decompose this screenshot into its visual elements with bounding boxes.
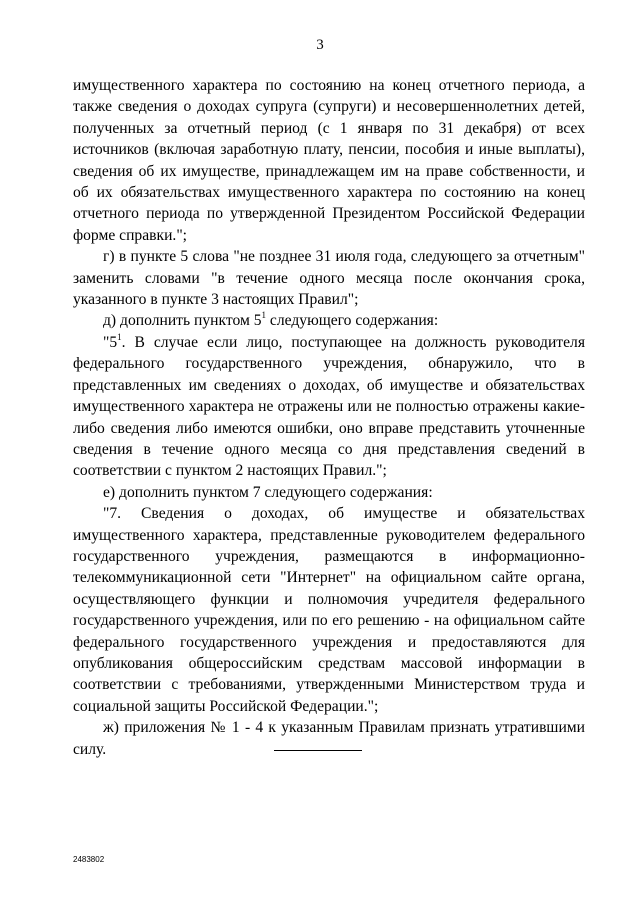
paragraph-clause-5-1 (73, 332, 585, 482)
paragraph-item-d-text: д) дополнить пунктом 5 (103, 312, 262, 330)
paragraph-item-zh: ж) приложения № 1 - 4 к указанным Правилам признать утратившими силу. (73, 719, 585, 758)
clause-5-1-number: "5 (103, 333, 118, 351)
page-number: 3 (316, 37, 324, 53)
paragraph-item-d-superscript: 1 (261, 310, 267, 321)
document-body (73, 75, 585, 760)
closing-divider (274, 750, 362, 751)
paragraph-item-e: е) дополнить пунктом 7 следующего содержания: (103, 483, 433, 501)
document-code: 2483802 (73, 855, 105, 864)
paragraph-item-g: г) в пункте 5 слова "не позднее 31 июля года, следующего за отчетным" заменить словами "в течение одного месяца после окончания срока, указанного в пункте 3 настоящих Правил"; (73, 248, 585, 309)
paragraph-item-d (73, 310, 585, 331)
paragraph-clause-7: "7. Сведения о доходах, об имуществе и обязательствах имущественного характера, представленные руководителем федерального государственного учреждения, размещаются в информационно-телекоммуникационной сети "Интернет" на официальном сайте органа, осуществляющего функции и полномочия учредителя федерального государственного учреждения, или по его решению - на официальном сайте федерального государственного учреждения и предоставляются для опубликования общероссийским средствам массовой информации в соответствии с требованиями, утвержденными Министерством труда и социальной защиты Российской Федерации."; (73, 505, 585, 715)
paragraph-item-d-text-end: следующего содержания: (266, 312, 439, 330)
clause-5-1-superscript: 1 (117, 331, 122, 342)
paragraph-continuation: имущественного характера по состоянию на конец отчетного периода, а также сведения о доходах супруга (супруги) и несовершеннолетних детей, полученных за отчетный период (с 1 января по 31 декабря) от всех источников (включая заработную плату, пенсии, пособия и иные выплаты), сведения об их имуществе, принадлежащем им на праве собственности, и об их обязательствах имущественного характера по состоянию на конец отчетного периода по утвержденной Президентом Российской Федерации форме справки."; (73, 77, 585, 244)
clause-5-1-text: . В случае если лицо, поступающее на должность руководителя федерального государственного учреждения, обнаружило, что в представленных им сведениях о доходах, об имуществе и обязательствах имущественного характера не отражены или не полностью отражены какие-либо сведения либо имеются ошибки, оно вправе представить уточненные сведения в течение одного месяца со дня представления сведений в соответствии с пунктом 2 настоящих Правил."; (73, 333, 585, 480)
